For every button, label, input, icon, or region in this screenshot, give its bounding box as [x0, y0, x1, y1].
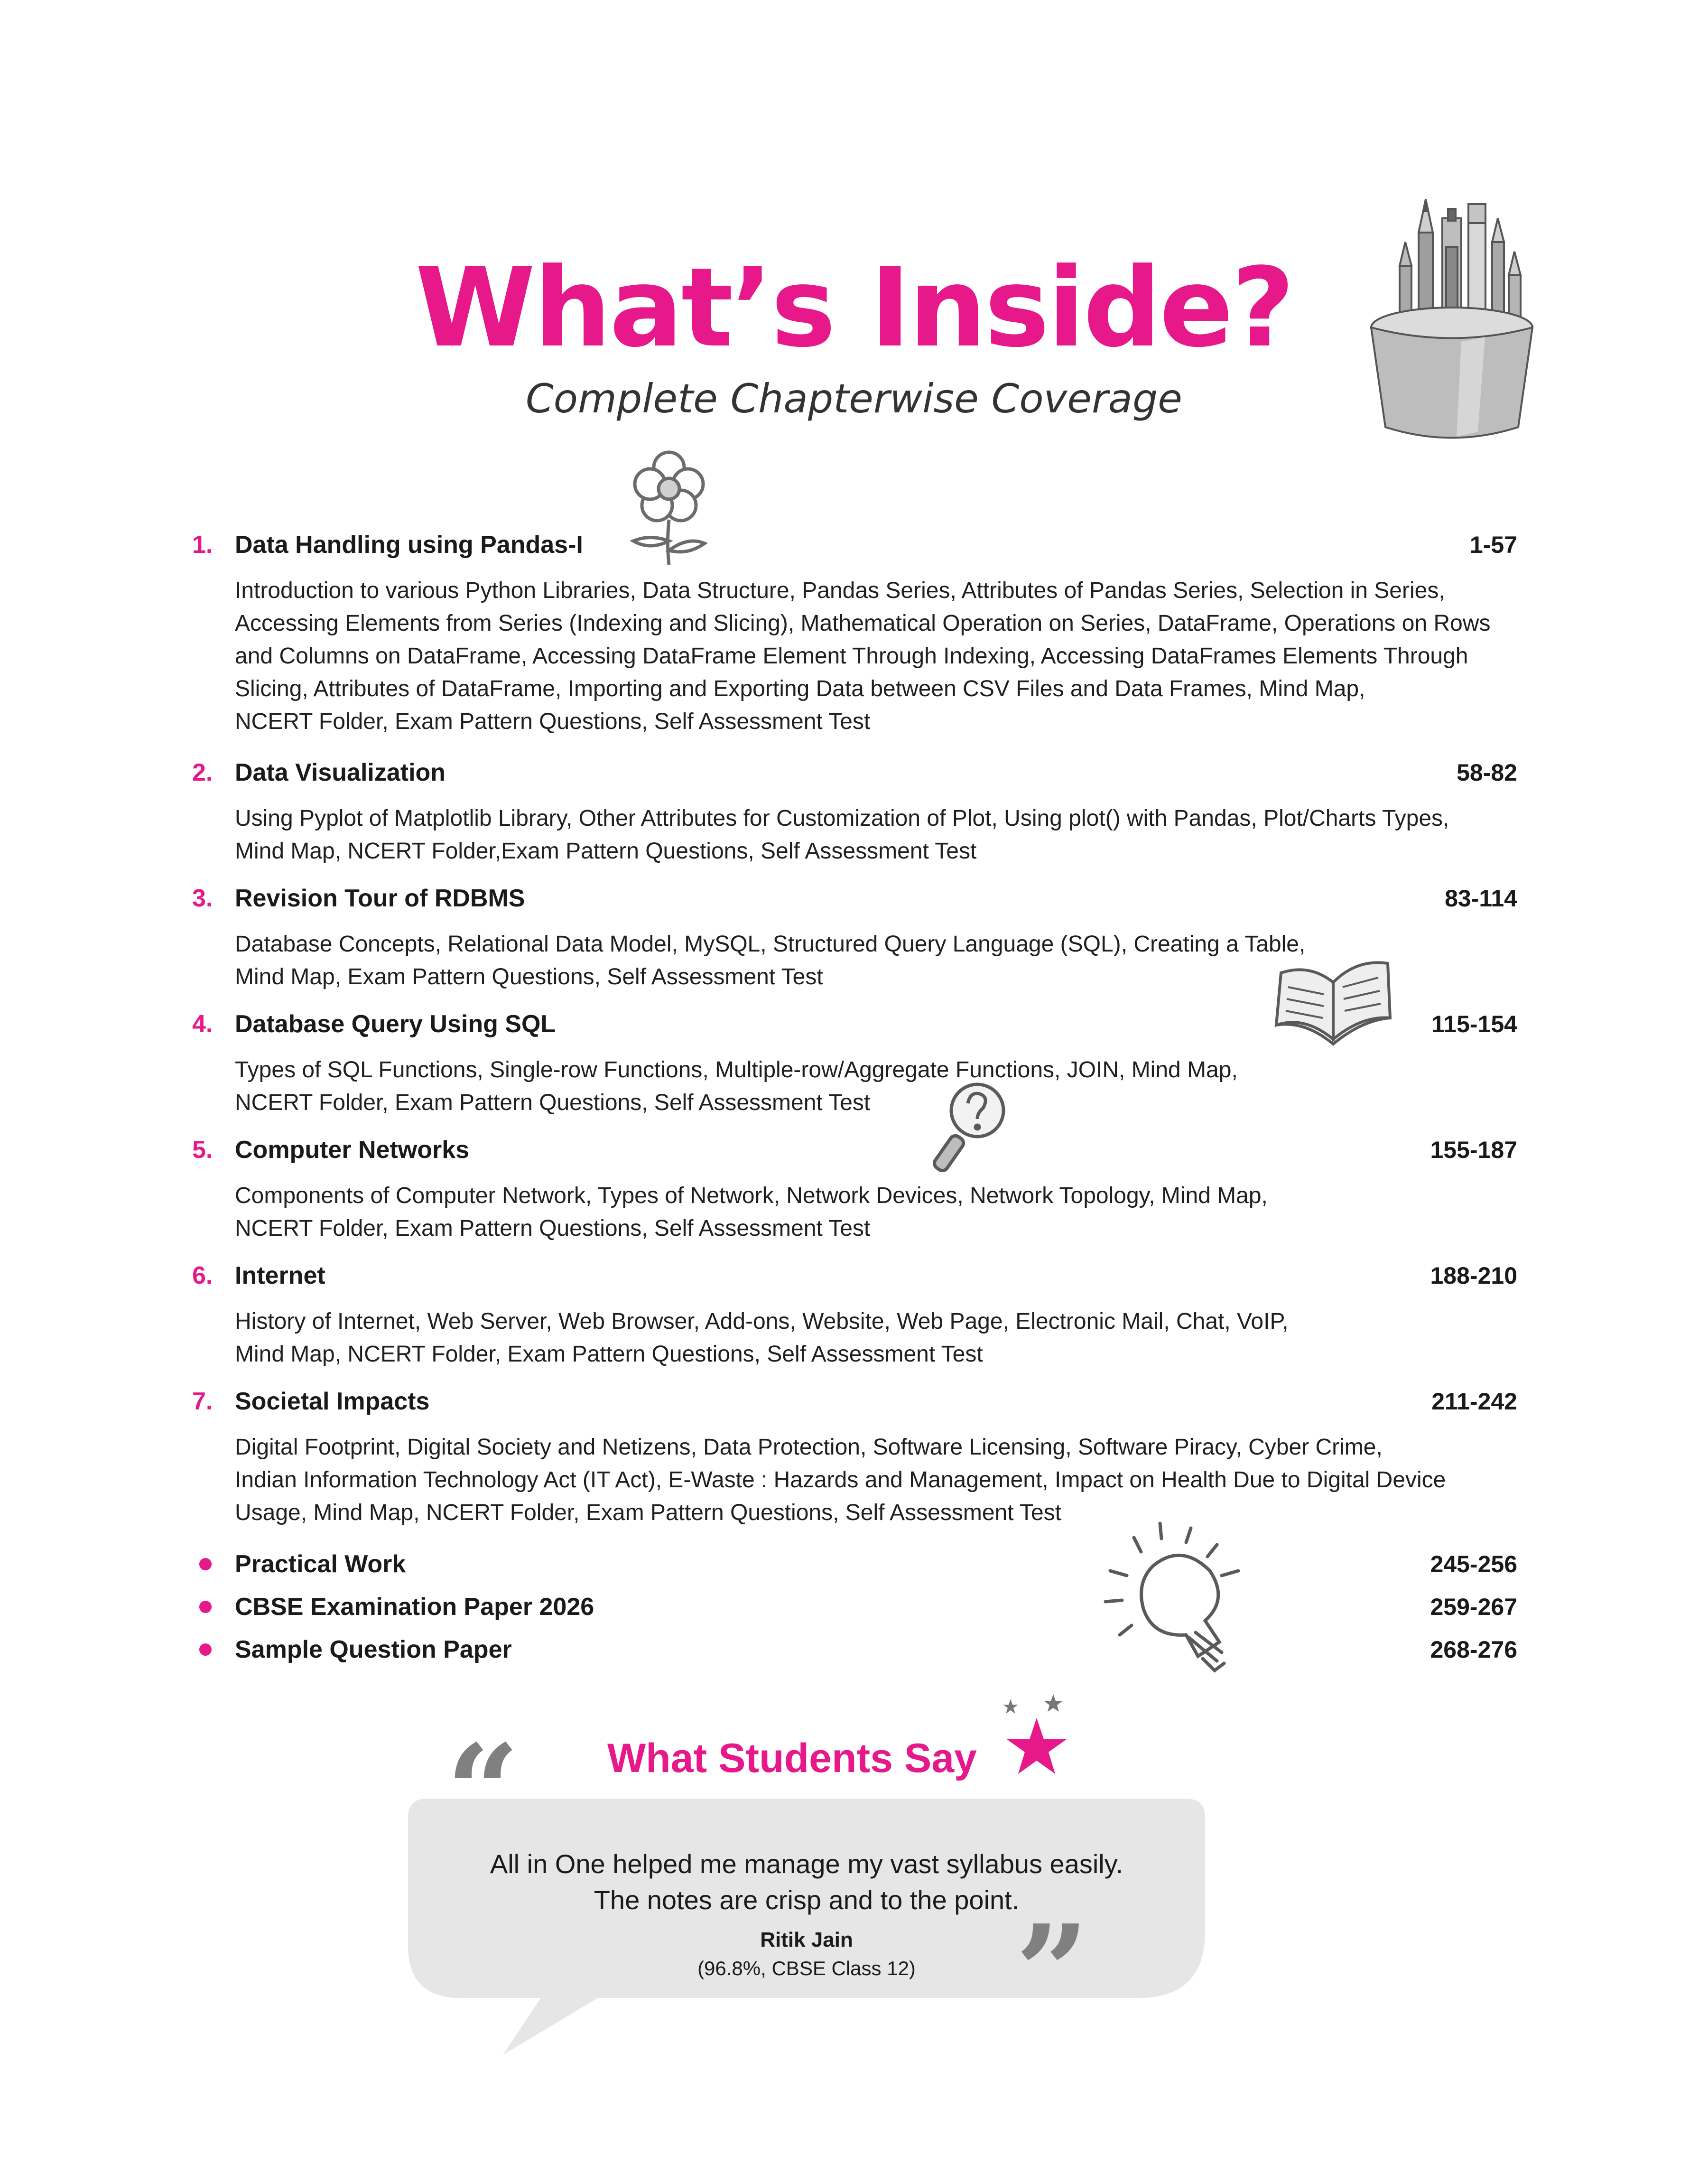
chapter-pages: 58-82	[1457, 759, 1517, 786]
chapter-title[interactable]: Revision Tour of RDBMS	[235, 885, 525, 912]
topic-line: Mind Map, NCERT Folder, Exam Pattern Questions, Self Assessment Test	[235, 1342, 983, 1367]
chapter-title[interactable]: Computer Networks	[235, 1136, 470, 1164]
chapter-number: 7.	[192, 1388, 213, 1415]
topic-line: Digital Footprint, Digital Society and Netizens, Data Protection, Software Licensing, Software Piracy, Cyber Crime,	[235, 1435, 1383, 1460]
topic-line: NCERT Folder, Exam Pattern Questions, Self Assessment Test	[235, 1090, 871, 1115]
chapter-number: 2.	[192, 759, 213, 786]
chapter-number: 5.	[192, 1136, 213, 1164]
chapter-title[interactable]: Data Handling using Pandas-I	[235, 531, 583, 559]
chapter-title[interactable]: Database Query Using SQL	[235, 1010, 556, 1038]
chapter-topics	[235, 1179, 1544, 1245]
topic-line: Slicing, Attributes of DataFrame, Importing and Exporting Data between CSV Files and Data Frames, Mind Map,	[235, 676, 1365, 701]
student-details: (96.8%, CBSE Class 12)	[697, 1957, 916, 1979]
topic-line: Mind Map, Exam Pattern Questions, Self Assessment Test	[235, 964, 823, 989]
bullet-dot	[199, 1601, 212, 1613]
chapter-pages: 1-57	[1469, 532, 1517, 558]
chapter-pages: 155-187	[1430, 1137, 1517, 1163]
flower-icon	[622, 448, 716, 567]
chapter-number: 3.	[192, 885, 213, 912]
topic-line: Accessing Elements from Series (Indexing and Slicing), Mathematical Operation on Series, DataFrame, Operations on Rows	[235, 611, 1491, 636]
chapter-topics	[235, 1431, 1544, 1529]
extra-title[interactable]: CBSE Examination Paper 2026	[235, 1593, 594, 1621]
chapter-pages: 188-210	[1430, 1262, 1517, 1289]
chapter-topics	[235, 1054, 1544, 1119]
topic-line: Types of SQL Functions, Single-row Functions, Multiple-row/Aggregate Functions, JOIN, Mind Map,	[235, 1057, 1238, 1082]
topic-line: NCERT Folder, Exam Pattern Questions, Self Assessment Test	[235, 1216, 871, 1241]
testimonial-quote-line: All in One helped me manage my vast syllabus easily.	[490, 1849, 1123, 1879]
student-name: Ritik Jain	[760, 1928, 853, 1951]
page-title: What’s Inside?	[415, 245, 1293, 372]
chapter-topics	[235, 928, 1544, 993]
chapter-pages: 83-114	[1445, 885, 1517, 912]
extra-pages: 245-256	[1430, 1551, 1517, 1577]
chapter-title[interactable]: Data Visualization	[235, 759, 446, 786]
chapter-topics	[235, 802, 1544, 868]
testimonial-quote-line: The notes are crisp and to the point.	[594, 1885, 1020, 1915]
close-quote-icon: ”	[1015, 1896, 1089, 2047]
topic-line: Usage, Mind Map, NCERT Folder, Exam Pattern Questions, Self Assessment Test	[235, 1500, 1062, 1525]
pencil-cup-icon	[1366, 190, 1537, 446]
chapter-number: 4.	[192, 1010, 213, 1038]
speech-bubble	[399, 1789, 1215, 2055]
extra-title[interactable]: Sample Question Paper	[235, 1636, 512, 1663]
bullet-dot	[199, 1643, 212, 1656]
extra-pages: 259-267	[1430, 1594, 1517, 1620]
topic-line: History of Internet, Web Server, Web Browser, Add-ons, Website, Web Page, Electronic Mail, Chat, VoIP,	[235, 1309, 1289, 1334]
star-icon	[1001, 1694, 1072, 1775]
topic-line: Mind Map, NCERT Folder,Exam Pattern Questions, Self Assessment Test	[235, 839, 977, 864]
testimonial-heading: What Students Say	[607, 1735, 977, 1781]
open-quote-icon: “	[446, 1716, 520, 1867]
bullet-dot	[199, 1558, 212, 1570]
chapter-title[interactable]: Internet	[235, 1262, 325, 1289]
topic-line: Indian Information Technology Act (IT Act), E-Waste : Hazards and Management, Impact on Health Due to Digital Device	[235, 1467, 1446, 1493]
topic-line: Introduction to various Python Libraries, Data Structure, Pandas Series, Attributes of Pandas Series, Selection in Series,	[235, 578, 1445, 603]
chapter-pages: 115-154	[1431, 1011, 1517, 1037]
topic-line: Using Pyplot of Matplotlib Library, Other Attributes for Customization of Plot, Using plot() with Pandas, Plot/Charts Types,	[235, 806, 1449, 831]
light-bulb-icon	[1101, 1519, 1262, 1685]
chapter-topics	[235, 574, 1544, 738]
extra-pages: 268-276	[1430, 1636, 1517, 1663]
extra-title[interactable]: Practical Work	[235, 1550, 406, 1578]
chapter-topics	[235, 1305, 1544, 1371]
page-subtitle: Complete Chapterwise Coverage	[526, 375, 1182, 422]
topic-line: and Columns on DataFrame, Accessing DataFrame Element Through Indexing, Accessing DataFrames Elements Through	[235, 644, 1468, 669]
chapter-number: 6.	[192, 1262, 213, 1289]
topic-line: Database Concepts, Relational Data Model, MySQL, Structured Query Language (SQL), Creating a Table,	[235, 932, 1306, 957]
chapter-title[interactable]: Societal Impacts	[235, 1388, 430, 1415]
topic-line: NCERT Folder, Exam Pattern Questions, Self Assessment Test	[235, 709, 871, 734]
chapter-pages: 211-242	[1431, 1388, 1517, 1415]
topic-line: Components of Computer Network, Types of Network, Network Devices, Network Topology, Mind Map,	[235, 1183, 1268, 1208]
chapter-number: 1.	[192, 531, 213, 559]
